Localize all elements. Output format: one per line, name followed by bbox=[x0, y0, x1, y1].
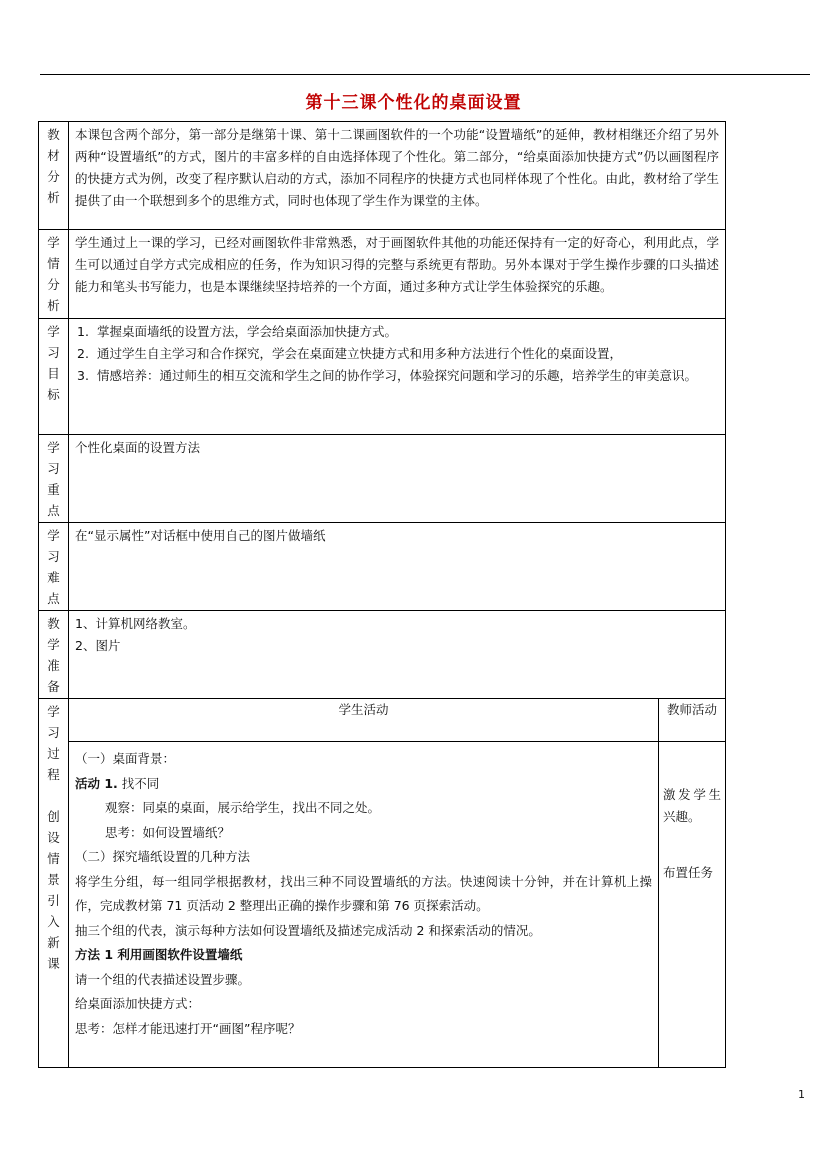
page-title: 第十三课个性化的桌面设置 bbox=[305, 93, 522, 113]
teacher-note: 布置任务 bbox=[663, 865, 714, 880]
label-learning-goals: 学 习 目 标 bbox=[39, 319, 69, 435]
student-activity-content bbox=[69, 742, 658, 1045]
lesson-plan-table bbox=[38, 121, 726, 1068]
section-heading: （二）探究墙纸设置的几种方法 bbox=[75, 849, 251, 864]
method-heading: 方法 1 利用画图软件设置墙纸 bbox=[75, 947, 243, 962]
goal-item: 1. 掌握桌面墙纸的设置方法，学会给桌面添加快捷方式。 bbox=[77, 324, 398, 339]
section-heading: （一）桌面背景： bbox=[75, 751, 176, 766]
label-learning-key: 学 习 重 点 bbox=[39, 435, 69, 523]
page-number: 1 bbox=[798, 1088, 805, 1101]
demo-paragraph: 抽三个组的代表，演示每种方法如何设置墙纸及描述完成活动 2 和探索活动的情况。 bbox=[75, 922, 541, 938]
shortcut-line: 给桌面添加快捷方式： bbox=[75, 996, 201, 1011]
row-learning-key bbox=[39, 435, 726, 523]
row-learner-analysis bbox=[39, 230, 726, 319]
row-process-body bbox=[39, 742, 726, 1068]
method-step: 请一个组的代表描述设置步骤。 bbox=[75, 971, 251, 987]
label-teaching-prep: 教 学 准 备 bbox=[39, 611, 69, 699]
row-learning-difficulty bbox=[39, 523, 726, 611]
learning-key-text: 个性化桌面的设置方法 bbox=[75, 440, 201, 455]
header-rule bbox=[40, 74, 810, 75]
row-learning-goals bbox=[39, 319, 726, 435]
label-learner-analysis: 学 情 分 析 bbox=[39, 230, 69, 319]
observe-line: 观察：同桌的桌面，展示给学生，找出不同之处。 bbox=[105, 800, 381, 815]
activity-title: 活动 1. 找不同 bbox=[75, 775, 160, 791]
material-analysis-text: 本课包含两个部分，第一部分是继第十课、第十二课画图软件的一个功能“设置墙纸”的延伸，教材相继还介绍了另外两种“设置墙纸”的方式，图片的丰富多样的自由选择体现了个性化。第二部分，“给桌面添加快捷方式”仍以画图程序的快捷方式为例，改变了程序默认启动的方式，添加不同程序的快捷方式也同样体现了个性化。由此，教材给了学生提供了由一个联想到多个的思维方式，同时也体现了学生作为课堂的主体。 bbox=[75, 127, 719, 208]
teacher-activity-header: 教师活动 bbox=[666, 702, 717, 717]
row-material-analysis bbox=[39, 122, 726, 230]
teaching-prep-list bbox=[69, 611, 725, 661]
goal-item: 2. 通过学生自主学习和合作探究，学会在桌面建立快捷方式和用多种方法进行个性化的桌面设置， bbox=[77, 346, 623, 361]
think-line: 思考：如何设置墙纸？ bbox=[105, 824, 231, 840]
row-teaching-prep bbox=[39, 611, 726, 699]
label-learning-process: 学 习 过 程 创 设 情 景 引 入 新 课 bbox=[39, 699, 69, 1068]
row-process-header bbox=[39, 699, 726, 742]
learning-difficulty-text: 在“显示属性”对话框中使用自己的图片做墙纸 bbox=[75, 528, 326, 543]
grouping-paragraph: 将学生分组，每一组同学根据教材，找出三种不同设置墙纸的方法。快速阅读十分钟，并在计算机上操作，完成教材第 71 页活动 2 整理出正确的操作步骤和第 76 页探索活动。 bbox=[75, 873, 652, 913]
goal-item: 3. 情感培养：通过师生的相互交流和学生之间的协作学习，体验探究问题和学习的乐趣，培养学生的审美意识。 bbox=[77, 368, 698, 383]
label-material-analysis: 教 材 分 析 bbox=[39, 122, 69, 230]
think-question: 思考：怎样才能迅速打开“画图”程序呢？ bbox=[75, 1020, 301, 1036]
prep-item: 2、图片 bbox=[75, 638, 121, 653]
learner-analysis-text: 学生通过上一课的学习，已经对画图软件非常熟悉，对于画图软件其他的功能还保持有一定的好奇心，利用此点，学生可以通过自学方式完成相应的任务，作为知识习得的完整与系统更有帮助。另外本课对于学生操作步骤的口头描述能力和笔头书写能力，也是本课继续坚持培养的一个方面，通过多种方式让学生体验探究的乐趣。 bbox=[75, 235, 719, 294]
teacher-activity-content bbox=[659, 742, 725, 884]
learning-goals-list bbox=[69, 319, 725, 391]
prep-item: 1、计算机网络教室。 bbox=[75, 616, 196, 631]
student-activity-header: 学生活动 bbox=[338, 702, 389, 717]
label-learning-difficulty: 学 习 难 点 bbox=[39, 523, 69, 611]
teacher-note: 激发学生兴趣。 bbox=[663, 787, 721, 824]
